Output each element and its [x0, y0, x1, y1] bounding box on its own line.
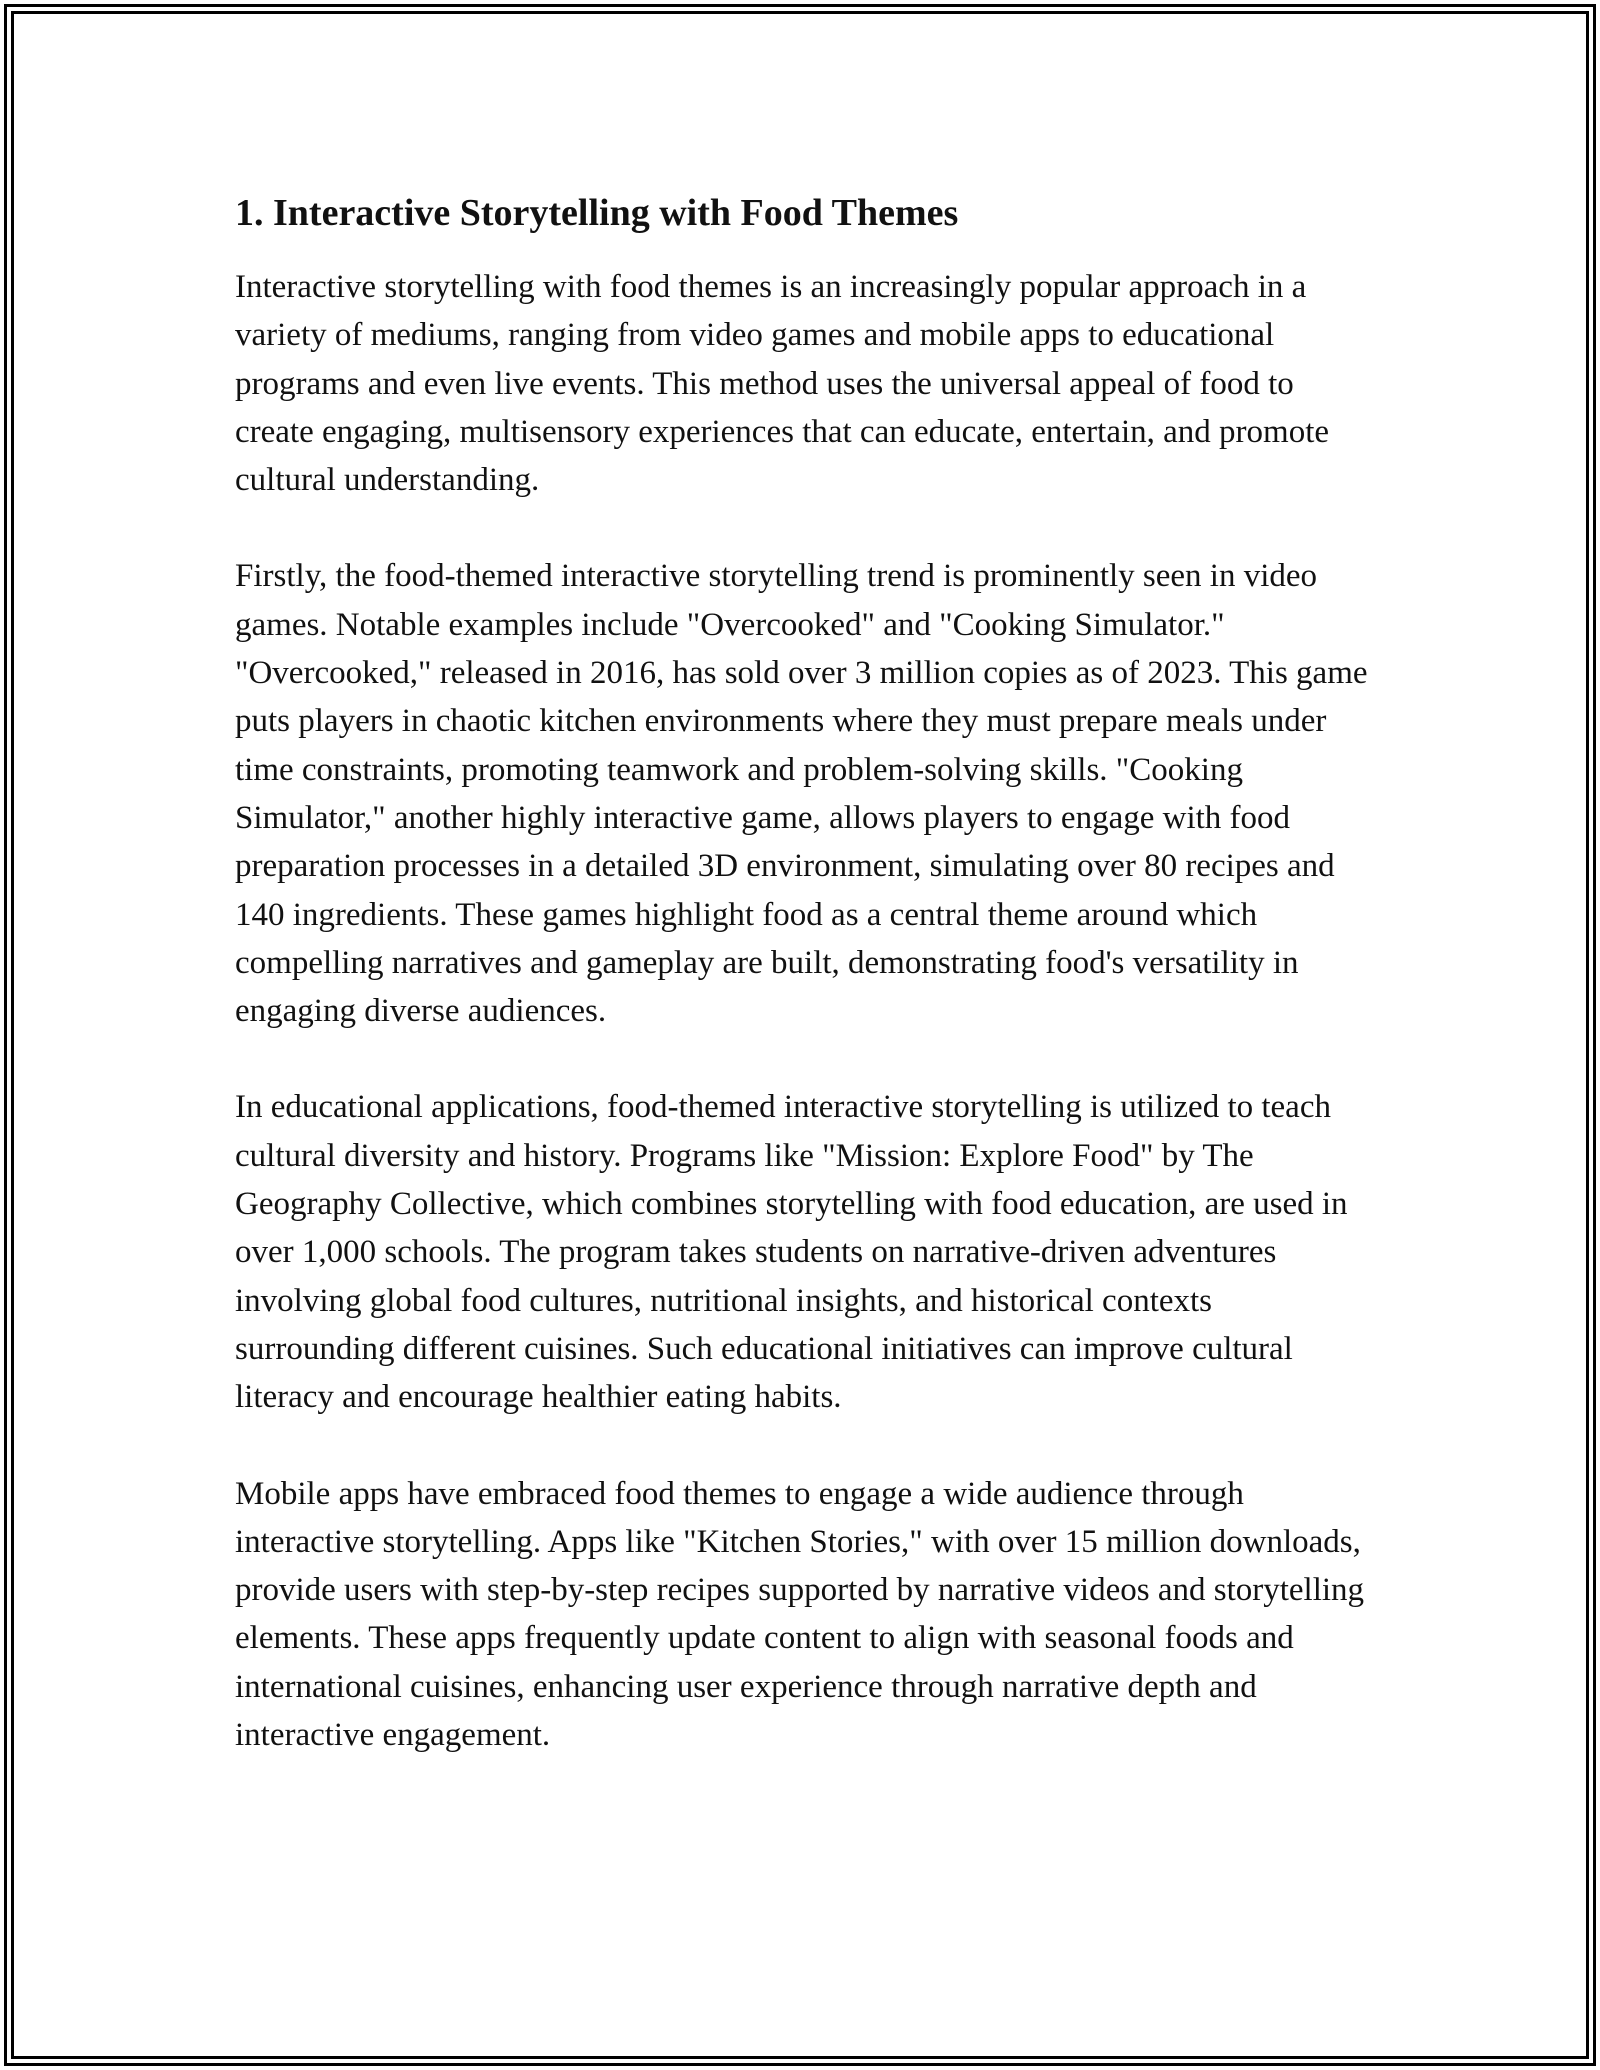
- paragraph-education: In educational applications, food-themed interactive storytelling is utilized to teach cultural diversity and history. Programs like "Mission: Explore Food" by The Geography Collective, which combines storytelling with food education, are used in over 1,000 schools. The program takes students on narrative-driven adventures involving global food cultures, nutritional insights, and historical contexts surrounding different cuisines. Such educational initiatives can improve cultural literacy and encourage healthier eating habits.: [235, 1089, 1348, 1416]
- section-heading: 1. Interactive Storytelling with Food Themes: [235, 192, 959, 234]
- paragraph-mobile-apps: Mobile apps have embraced food themes to engage a wide audience through interactive storytelling. Apps like "Kitchen Stories," with over 15 million downloads, provide users with step-by-step recipes supported by narrative videos and storytelling elements. These apps frequently update content to align with seasonal foods and international cuisines, enhancing user experience through narrative depth and interactive engagement.: [235, 1475, 1365, 1754]
- paragraph-video-games: Firstly, the food-themed interactive storytelling trend is prominently seen in video games. Notable examples include "Overcooked" and "Cooking Simulator." "Overcooked," released in 2016, has sold over 3 million copies as of 2023. This game puts players in chaotic kitchen environments where they must prepare meals under time constraints, promoting teamwork and problem-solving skills. "Cooking Simulator," another highly interactive game, allows players to engage with food preparation processes in a detailed 3D environment, simulating over 80 recipes and 140 ingredients. These games highlight food as a central theme around which compelling narratives and gameplay are built, demonstrating food's versatility in engaging diverse audiences.: [235, 558, 1368, 1030]
- paragraph-intro: Interactive storytelling with food themes is an increasingly popular approach in a variety of mediums, ranging from video games and mobile apps to educational programs and even live events. This method uses the universal appeal of food to create engaging, multisensory experiences that can educate, entertain, and promote cultural understanding.: [235, 269, 1330, 499]
- document-body: [235, 185, 1375, 1807]
